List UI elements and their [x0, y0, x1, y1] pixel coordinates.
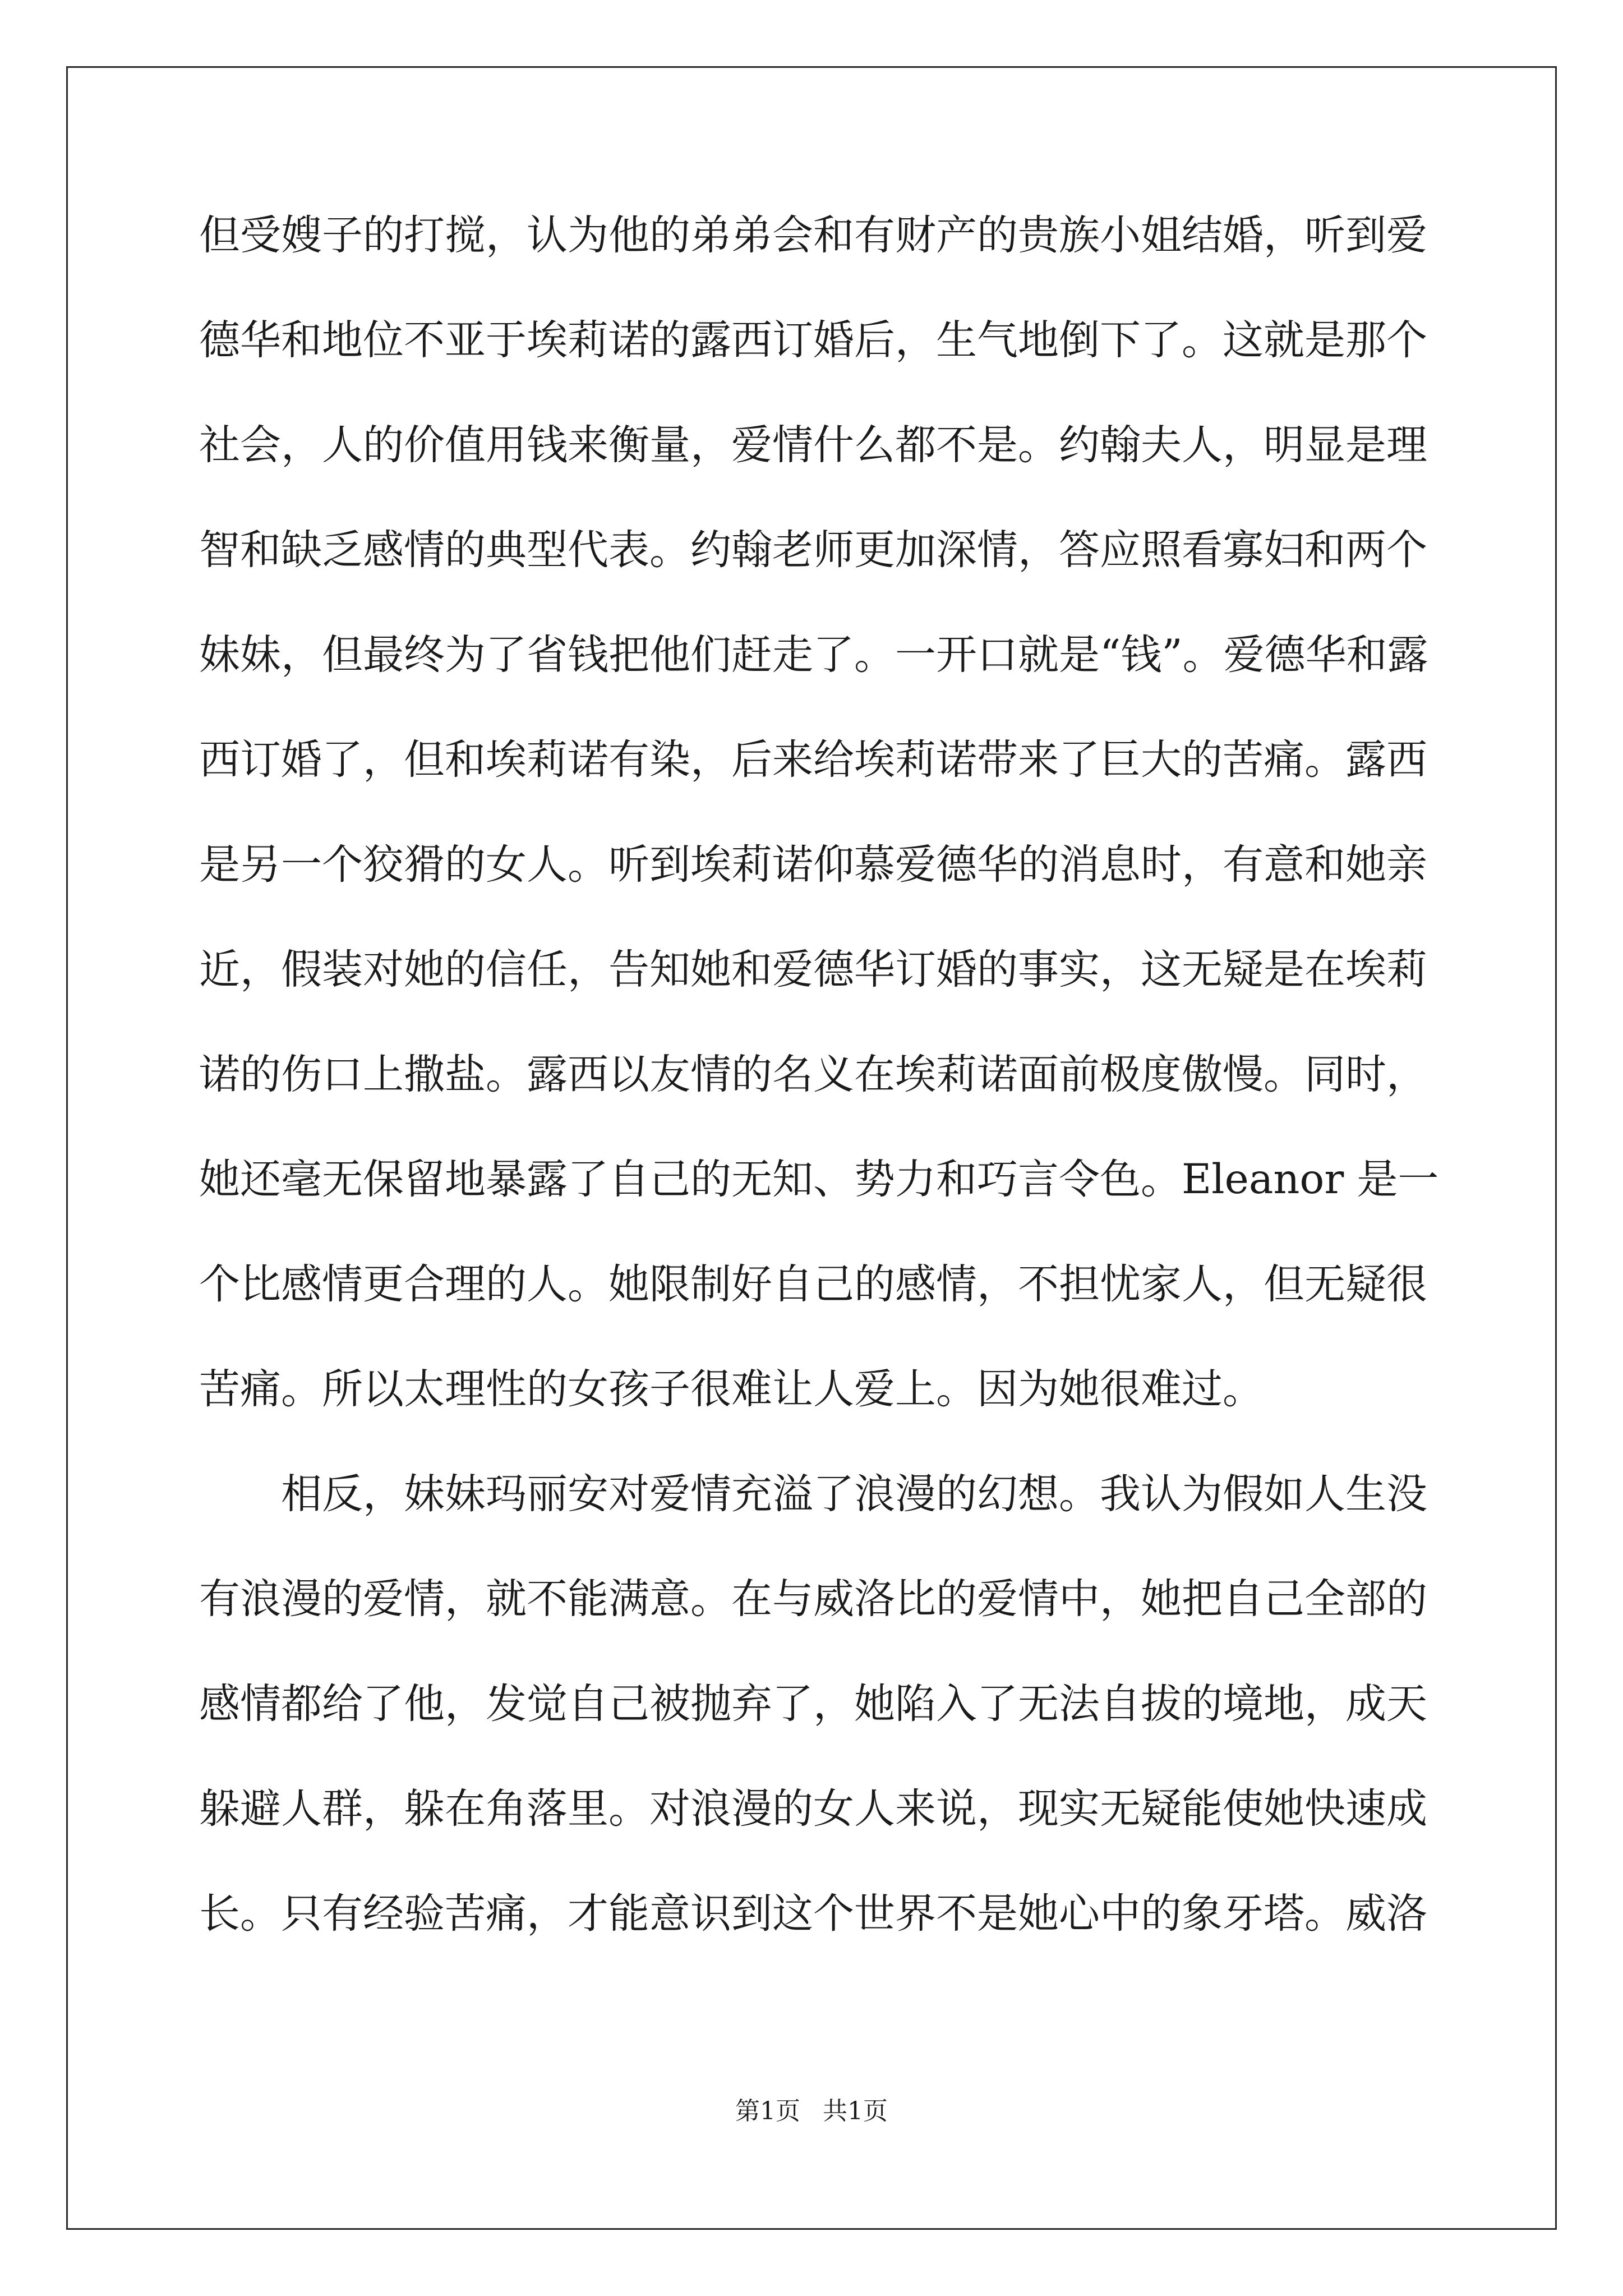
text-line: 德华和地位不亚于埃莉诺的露西订婚后，生气地倒下了。这就是那个	[199, 316, 1427, 364]
paragraph-1	[199, 208, 1439, 1466]
text-line: 她还毫无保留地暴露了自己的无知、势力和巧言令色。Eleanor 是一	[199, 1156, 1439, 1203]
text-line: 近，假装对她的信任，告知她和爱德华订婚的事实，这无疑是在埃莉	[199, 946, 1427, 993]
text-line: 苦痛。所以太理性的女孩子很难让人爱上。因为她很难过。	[199, 1365, 1264, 1413]
text-line: 社会，人的价值用钱来衡量，爱情什么都不是。约翰夫人，明显是理	[199, 421, 1427, 469]
paragraph-2	[199, 1466, 1427, 1991]
text-line: 有浪漫的爱情，就不能满意。在与威洛比的爱情中，她把自己全部的	[199, 1575, 1427, 1623]
text-line: 西订婚了，但和埃莉诺有染，后来给埃莉诺带来了巨大的苦痛。露西	[199, 736, 1427, 784]
text-line: 长。只有经验苦痛，才能意识到这个世界不是她心中的象牙塔。威洛	[199, 1890, 1427, 1938]
page-number-total: 共1页	[823, 2097, 888, 2125]
text-line: 智和缺乏感情的典型代表。约翰老师更加深情，答应照看寡妇和两个	[199, 526, 1427, 574]
text-line: 是另一个狡猾的女人。听到埃莉诺仰慕爱德华的消息时，有意和她亲	[199, 841, 1427, 889]
text-line: 妹妹，但最终为了省钱把他们赶走了。一开口就是“钱”。爱德华和露	[199, 631, 1428, 679]
text-line: 感情都给了他，发觉自己被抛弃了，她陷入了无法自拔的境地，成天	[199, 1680, 1427, 1728]
page-number-current: 第1页	[735, 2097, 800, 2125]
text-line: 躲避人群，躲在角落里。对浪漫的女人来说，现实无疑能使她快速成	[199, 1785, 1427, 1833]
page-footer	[0, 2091, 1623, 2127]
text-line: 诺的伤口上撒盐。露西以友情的名义在埃莉诺面前极度傲慢。同时，	[199, 1051, 1427, 1098]
text-line: 相反，妹妹玛丽安对爱情充溢了浪漫的幻想。我认为假如人生没	[281, 1470, 1427, 1518]
document-body	[199, 208, 1439, 1991]
text-line: 但受嫂子的打搅，认为他的弟弟会和有财产的贵族小姐结婚，听到爱	[199, 211, 1427, 259]
text-line: 个比感情更合理的人。她限制好自己的感情，不担忧家人，但无疑很	[199, 1260, 1427, 1308]
